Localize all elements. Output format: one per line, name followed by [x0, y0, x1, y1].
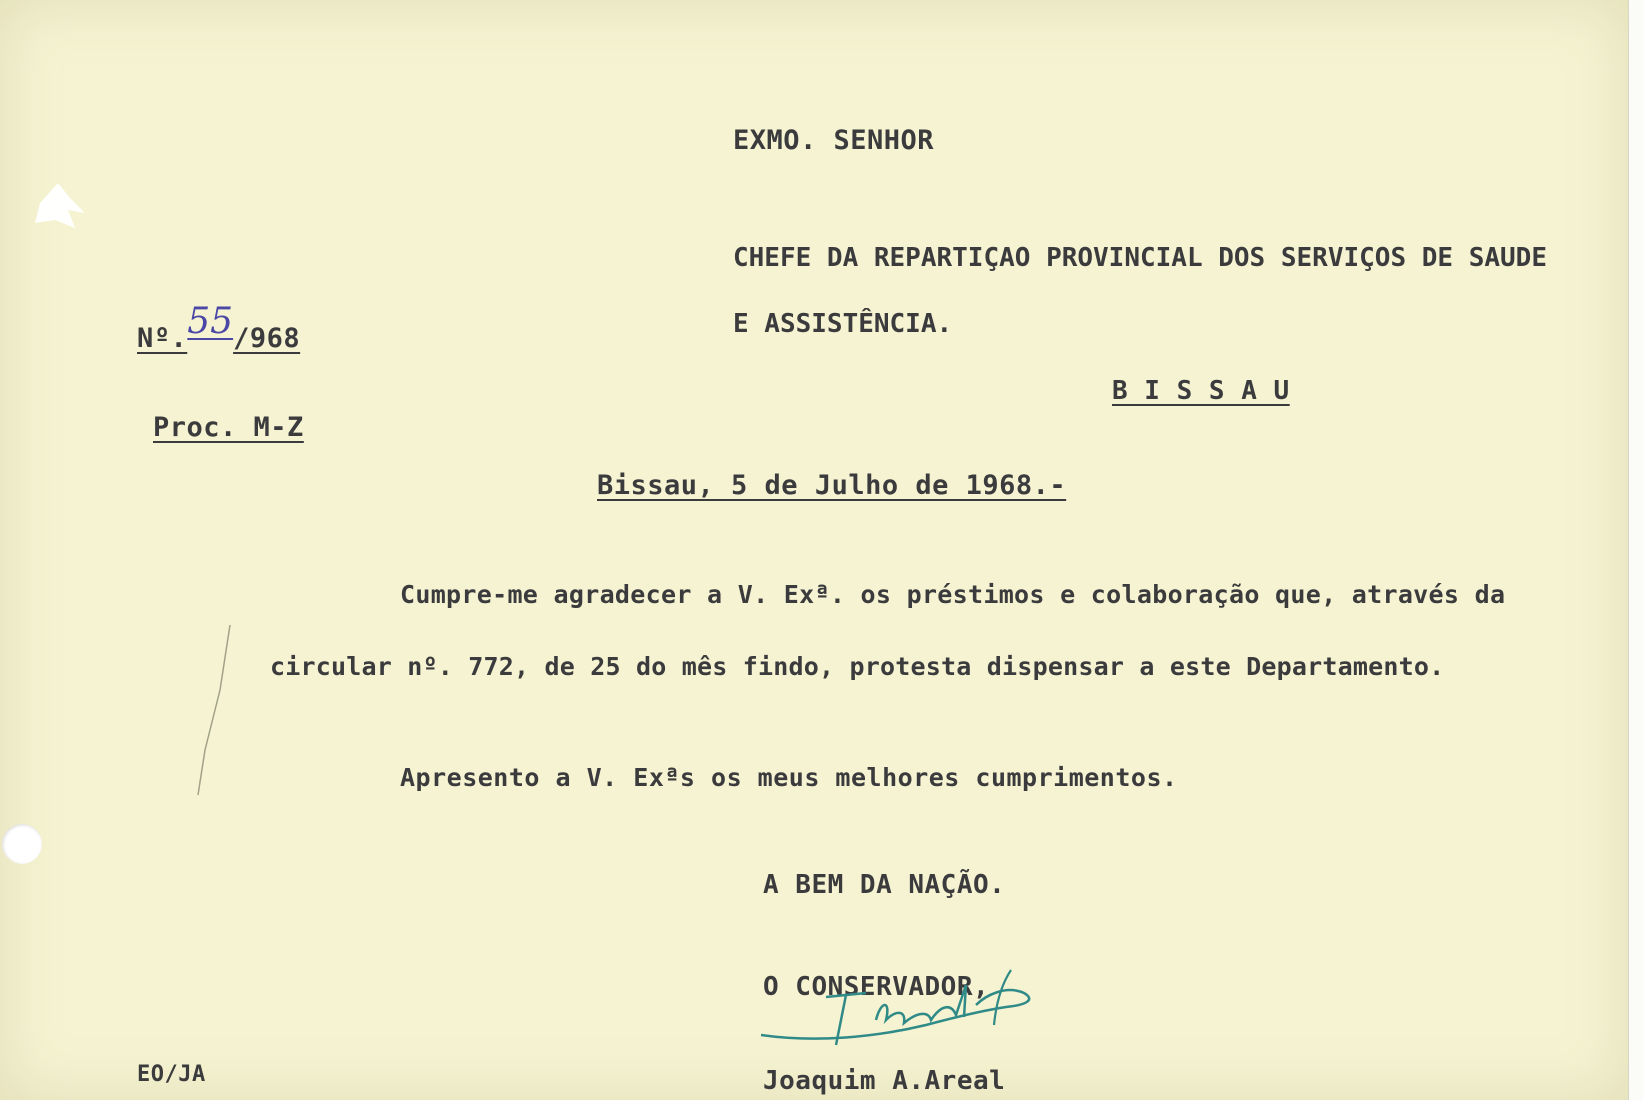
torn-corner-mark [30, 178, 86, 248]
reference-suffix: /968 [233, 323, 301, 354]
body-line-3: Apresento a V. Exªs os meus melhores cumprimentos. [400, 763, 1178, 792]
reference-handwritten-number: 55 [187, 301, 234, 342]
handwritten-signature [756, 965, 1046, 1065]
scan-border [1628, 0, 1643, 1100]
place-name: B I S S A U [1112, 376, 1290, 406]
signer-name: Joaquim A.Areal [763, 1066, 1006, 1096]
process-reference: Proc. M-Z [153, 412, 304, 443]
signer-title: O CONSERVADOR, [763, 972, 990, 1002]
closing-phrase: A BEM DA NAÇÃO. [763, 870, 1006, 900]
typist-initials: EO/JA [137, 1062, 206, 1087]
salutation: EXMO. SENHOR [733, 125, 935, 156]
margin-pencil-mark [190, 620, 250, 800]
recipient-line-2: E ASSISTÊNCIA. [733, 309, 953, 339]
reference-prefix: Nº. [137, 323, 188, 354]
reference-number [137, 301, 301, 354]
body-line-2: circular nº. 772, de 25 do mês findo, protesta dispensar a este Departamento. [270, 652, 1445, 681]
recipient-line-1: CHEFE DA REPARTIÇAO PROVINCIAL DOS SERVIÇOS DE SAUDE [733, 243, 1547, 273]
punch-hole [2, 824, 42, 864]
letter-date: Bissau, 5 de Julho de 1968.- [597, 470, 1067, 501]
body-line-1: Cumpre-me agradecer a V. Exª. os préstimos e colaboração que, através da [400, 580, 1506, 609]
